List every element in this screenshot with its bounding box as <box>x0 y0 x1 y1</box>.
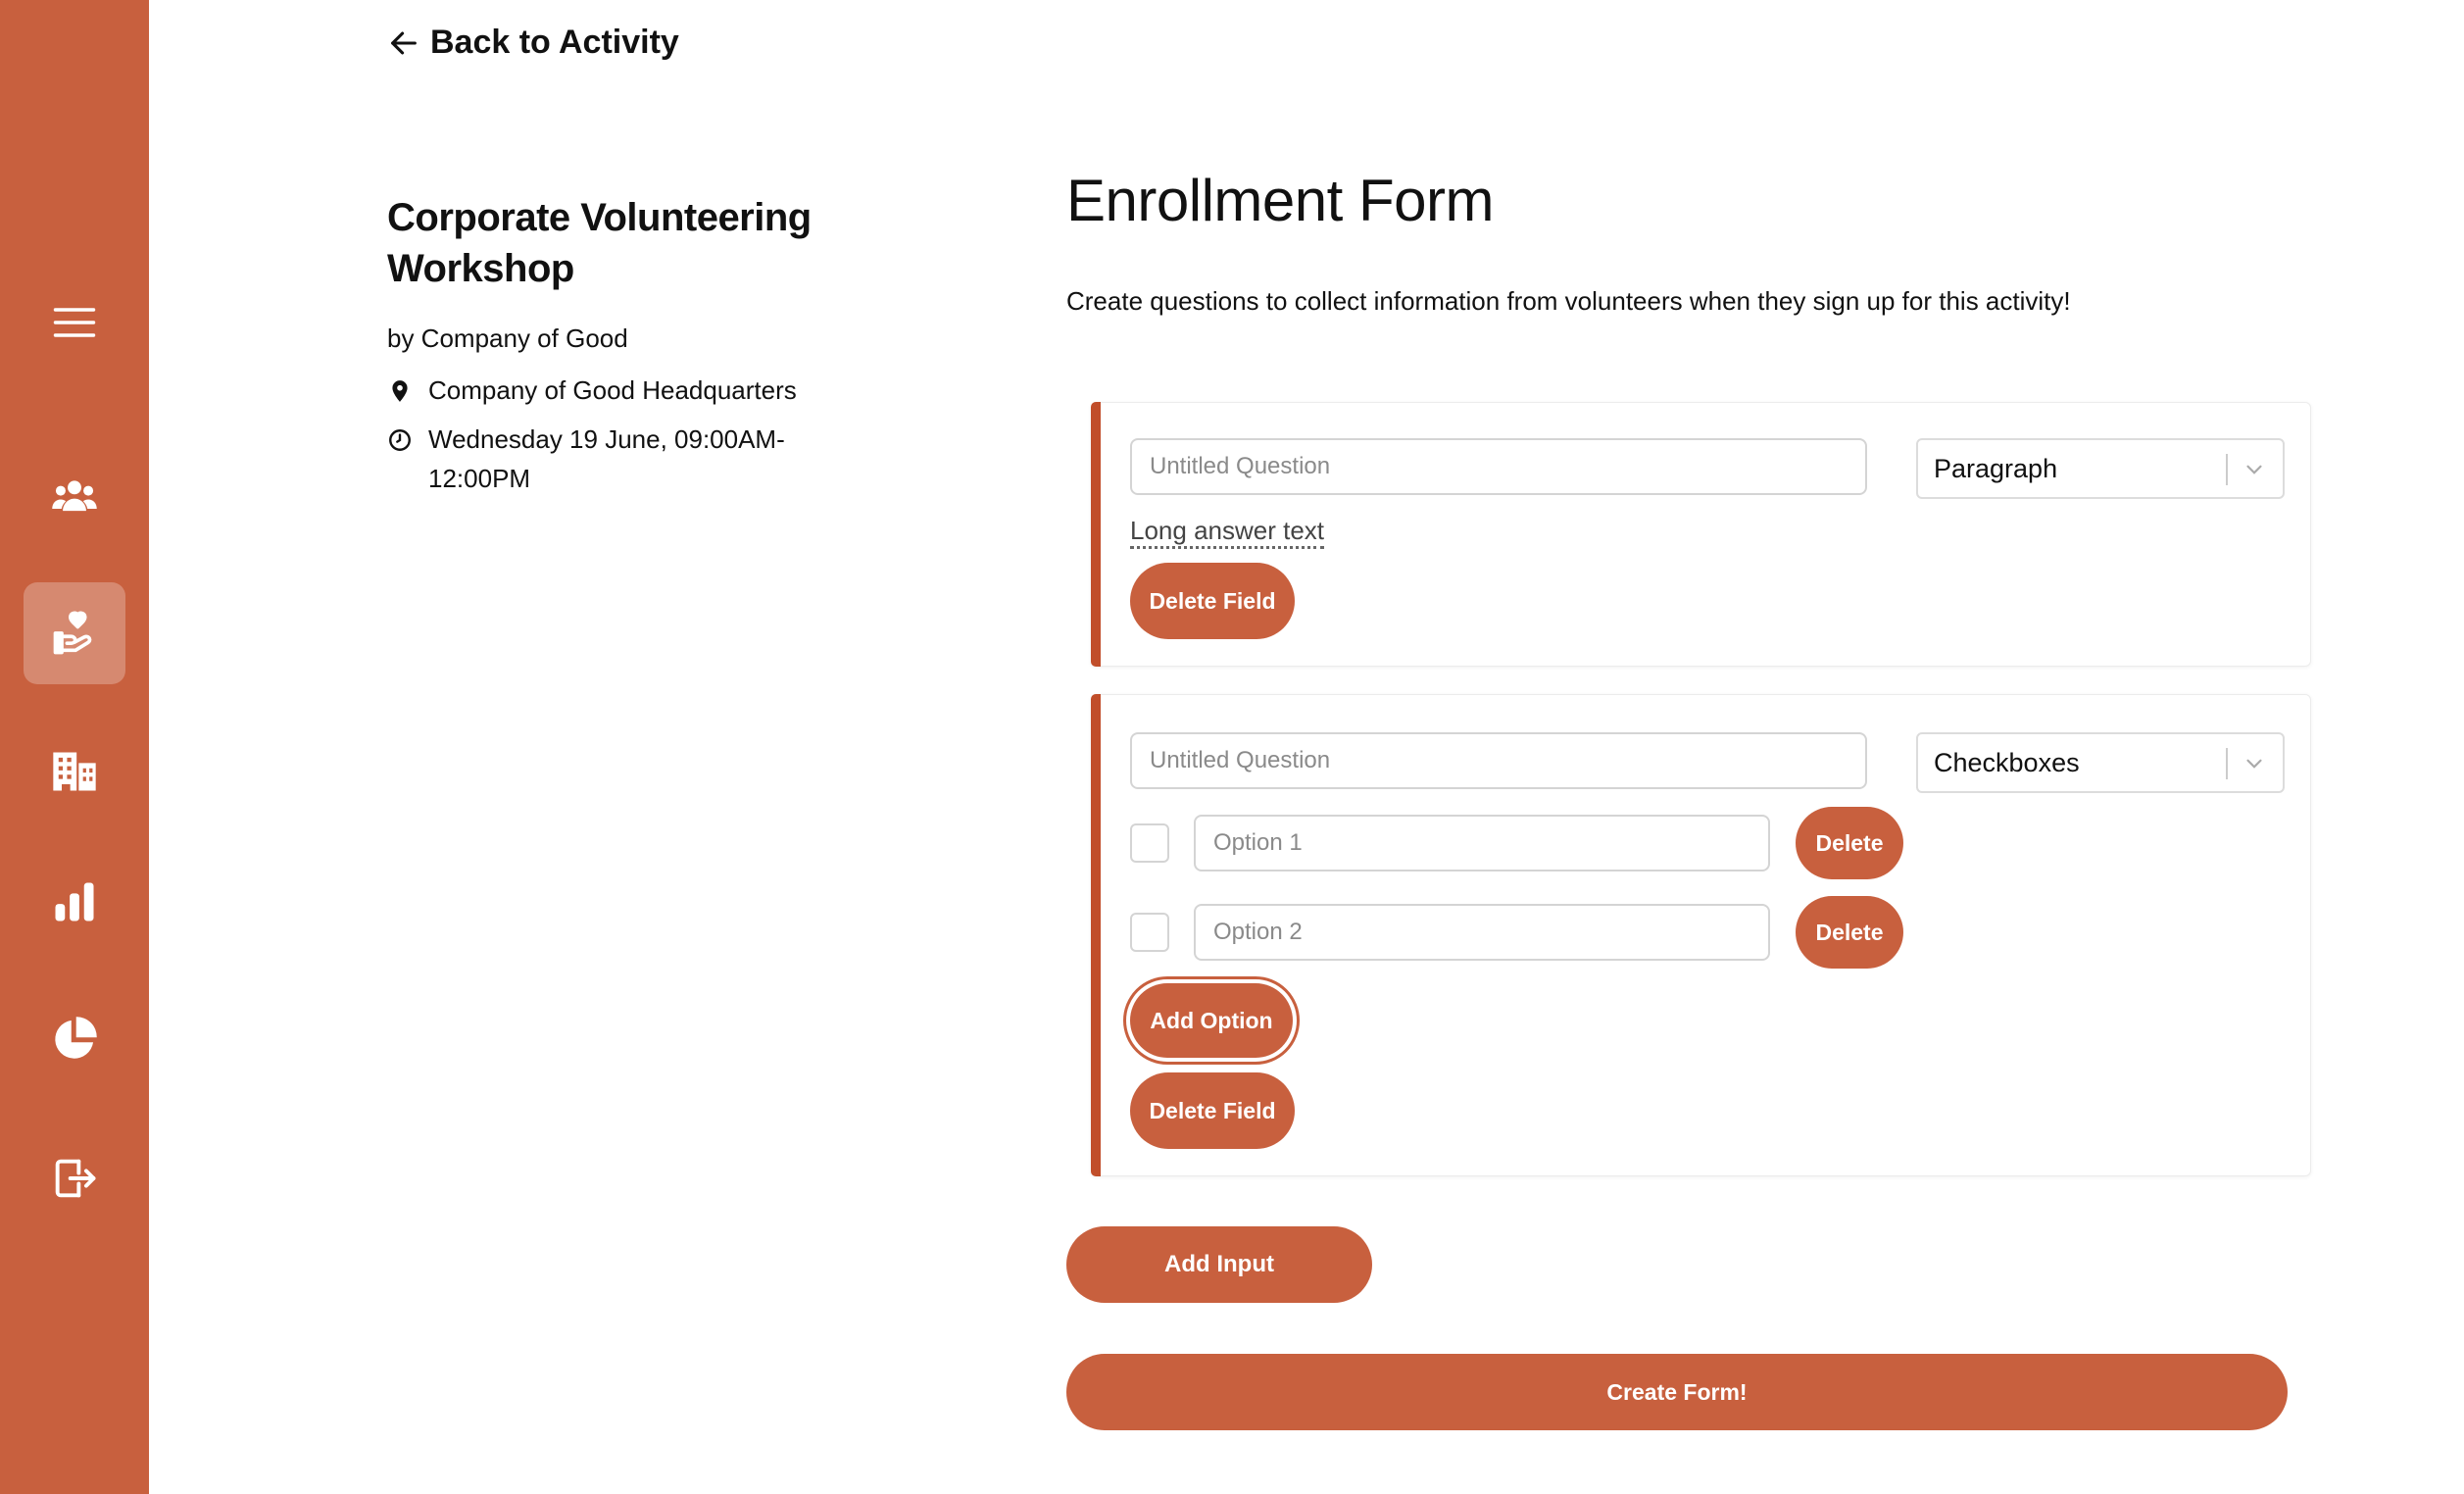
chevron-down-icon <box>2242 457 2267 482</box>
location-pin-icon <box>387 378 413 404</box>
clock-icon <box>387 427 413 453</box>
activity-datetime-text: Wednesday 19 June, 09:00AM-12:00PM <box>428 424 785 493</box>
activity-title: Corporate Volunteering Workshop <box>387 196 812 290</box>
field-accent-bar <box>1091 694 1101 1176</box>
sidebar-item-analytics[interactable] <box>24 851 125 953</box>
field-type-select[interactable] <box>1916 732 2285 793</box>
arrow-left-icon <box>387 26 420 60</box>
select-divider <box>2226 454 2228 485</box>
logout-icon <box>49 1153 100 1204</box>
add-input-button[interactable]: Add Input <box>1066 1226 1372 1303</box>
back-to-activity-link[interactable] <box>387 24 679 62</box>
option-checkbox[interactable] <box>1130 913 1169 952</box>
option-input[interactable] <box>1194 904 1770 961</box>
delete-option-button[interactable]: Delete <box>1796 896 1903 969</box>
create-form-button[interactable]: Create Form! <box>1066 1354 2288 1430</box>
pie-chart-icon <box>49 1014 100 1065</box>
sidebar-item-activities[interactable] <box>24 582 125 684</box>
chevron-down-icon <box>2242 751 2267 776</box>
sidebar-item-organizations[interactable] <box>24 721 125 822</box>
activity-organizer: by Company of Good <box>387 324 628 353</box>
add-option-button[interactable]: Add Option <box>1130 983 1293 1058</box>
delete-option-button[interactable]: Delete <box>1796 807 1903 879</box>
sidebar <box>0 0 149 1494</box>
answer-preview: Long answer text <box>1130 515 1324 549</box>
back-link-label: Back to Activity <box>430 24 679 61</box>
menu-icon <box>49 297 100 348</box>
bar-chart-icon <box>49 876 100 927</box>
sidebar-item-reports[interactable] <box>24 988 125 1090</box>
activity-location-text: Company of Good Headquarters <box>428 375 797 405</box>
activity-location <box>387 371 797 410</box>
volunteer-hand-heart-icon <box>49 608 100 659</box>
activity-datetime <box>387 420 858 498</box>
field-accent-bar <box>1091 402 1101 667</box>
delete-field-button[interactable]: Delete Field <box>1130 1072 1295 1149</box>
delete-field-button[interactable]: Delete Field <box>1130 563 1295 639</box>
option-input[interactable] <box>1194 815 1770 872</box>
menu-button[interactable] <box>24 272 125 374</box>
field-type-select[interactable] <box>1916 438 2285 499</box>
option-checkbox[interactable] <box>1130 823 1169 863</box>
users-icon <box>49 471 100 522</box>
question-input[interactable] <box>1130 438 1867 495</box>
form-description: Create questions to collect information from volunteers when they sign up for this activity! <box>1066 286 2071 316</box>
sidebar-item-logout[interactable] <box>24 1127 125 1229</box>
sidebar-item-volunteers[interactable] <box>24 445 125 547</box>
building-icon <box>49 746 100 797</box>
select-divider <box>2226 748 2228 779</box>
page-title: Enrollment Form <box>1066 168 1494 233</box>
field-type-value: Paragraph <box>1934 453 2058 483</box>
question-input[interactable] <box>1130 732 1867 789</box>
field-type-value: Checkboxes <box>1934 747 2080 777</box>
